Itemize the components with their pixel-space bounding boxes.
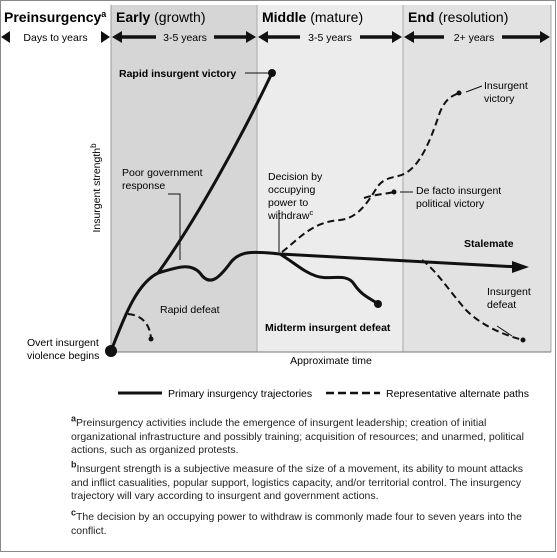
stalemate-label: Stalemate: [464, 238, 514, 250]
insurgent-victory-label-1: Insurgent: [484, 80, 528, 92]
phase-title-end: End (resolution): [408, 9, 509, 25]
footnote-a: $^a$Preinsurgency activities include the emergence of insurgent leadership; creation of initial organizational infrastructure and possibly training; acquisition of resources; and unarmed, political actions, such as organized protests.: [71, 413, 524, 457]
origin-label-2: violence begins: [27, 350, 100, 362]
end-band: [403, 5, 551, 352]
insurgent-defeat-label-1: Insurgent: [487, 286, 531, 298]
rapid-defeat-dot: [149, 337, 154, 342]
midterm-defeat-dot: [374, 300, 382, 308]
de-facto-label-2: political victory: [416, 198, 485, 210]
insurgent-defeat-dot: [521, 338, 526, 343]
legend-primary-label: Primary insurgency trajectories: [168, 388, 313, 400]
insurgent-victory-dot: [457, 91, 462, 96]
y-axis-label: Insurgent strength$^b$: [89, 143, 103, 233]
origin-dot: [105, 345, 117, 357]
de-facto-dot: [392, 190, 397, 195]
svg-text:3-5 years: 3-5 years: [163, 32, 207, 44]
poor-response-label-1: Poor government: [122, 167, 203, 179]
decision-label-3: power to: [268, 197, 309, 209]
decision-label-4: withdraw$^c$: [268, 208, 314, 222]
rapid-victory-label: Rapid insurgent victory: [119, 68, 237, 80]
phase-title-early: Early (growth): [116, 9, 206, 25]
decision-label-2: occupying: [268, 184, 316, 196]
rapid-defeat-label: Rapid defeat: [160, 304, 220, 316]
decision-label-1: Decision by: [268, 171, 323, 183]
duration-pre: [1, 31, 110, 44]
footnote-b: $^b$Insurgent strength is a subjective measure of the size of a movement, its ability to mount attacks and inflict casualities, popular support, logistics capacity, and/or territorial control. The insurgency trajectory will vary according to insurgent and government actions.: [71, 459, 523, 503]
poor-response-label-2: response: [122, 180, 166, 192]
legend-alternate-label: Representative alternate paths: [386, 388, 530, 400]
midterm-defeat-label: Midterm insurgent defeat: [265, 322, 391, 334]
insurgent-victory-label-2: victory: [484, 93, 515, 105]
phase-title-pre: Preinsurgency$^a$: [4, 9, 107, 25]
insurgent-defeat-label-2: defeat: [487, 299, 517, 311]
legend: [118, 388, 529, 400]
svg-text:3-5 years: 3-5 years: [308, 32, 352, 44]
origin-label-1: Overt insurgent: [27, 337, 99, 349]
de-facto-label-1: De facto insurgent: [416, 185, 502, 197]
phase-title-middle: Middle (mature): [262, 9, 364, 25]
svg-text:Days to years: Days to years: [23, 32, 88, 44]
x-axis-label: Approximate time: [290, 355, 372, 367]
svg-text:2+ years: 2+ years: [453, 32, 495, 44]
footnote-c: $^c$The decision by an occupying power to withdraw is commonly made four to seven years into the conflict.: [71, 507, 522, 537]
